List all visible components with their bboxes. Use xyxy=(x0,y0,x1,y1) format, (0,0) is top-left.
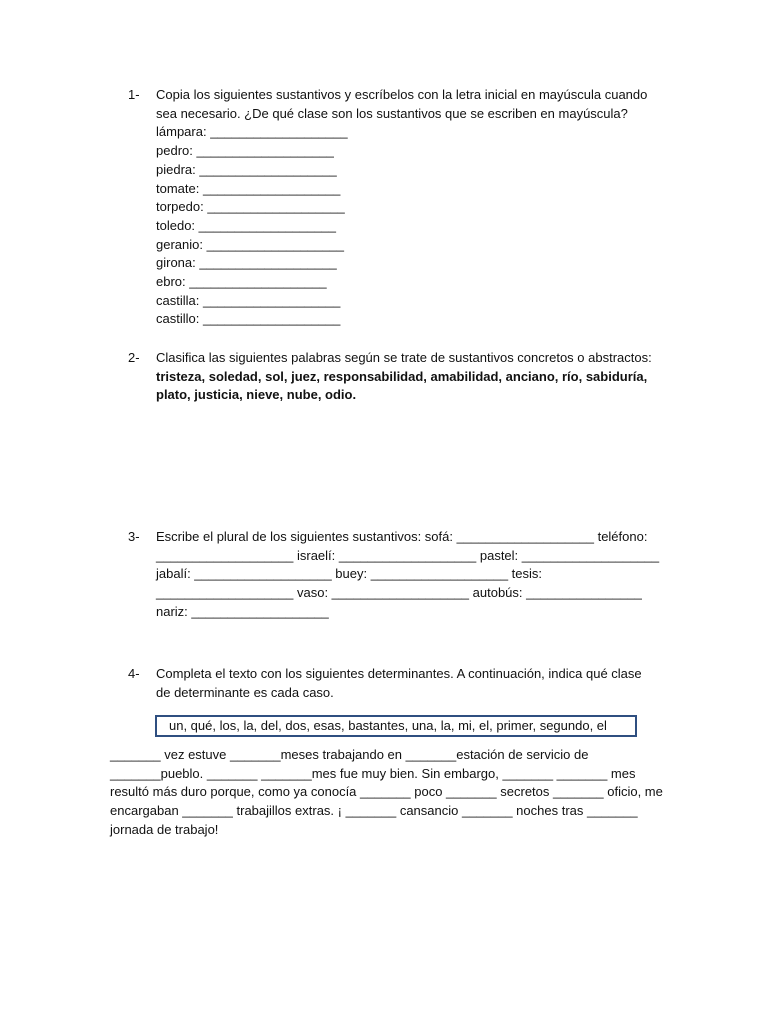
answer-line-piedra: piedra: ___________________ xyxy=(156,161,337,177)
fill-in-line: resultó más duro porque, como ya conocía _______ poco _______ secretos _______ oficio, me xyxy=(110,784,663,800)
answer-line-girona: girona: ___________________ xyxy=(156,255,337,271)
question-2 xyxy=(128,349,652,405)
answer-line-geranio: geranio: ___________________ xyxy=(156,236,344,252)
answer-line-tomate: tomate: ___________________ xyxy=(156,180,341,196)
plural-line: nariz: ___________________ xyxy=(156,603,329,619)
question-4 xyxy=(128,665,648,702)
answer-line-ebro: ebro: ___________________ xyxy=(156,274,327,290)
instruction-line: Copia los siguientes sustantivos y escríbelos con la letra inicial en mayúscula cuando xyxy=(156,87,648,102)
determinants-box: un, qué, los, la, del, dos, esas, bastantes, una, la, mi, el, primer, segundo, el xyxy=(155,715,637,737)
question-number: 2- xyxy=(128,350,140,365)
question-number: 3- xyxy=(128,529,140,544)
question-1 xyxy=(128,86,648,329)
answer-line-lampara: lámpara: ___________________ xyxy=(156,124,348,140)
answer-line-torpedo: torpedo: ___________________ xyxy=(156,199,345,215)
fill-in-line: _______pueblo. _______ _______mes fue muy bien. Sin embargo, _______ _______ mes xyxy=(110,765,636,781)
plural-line: jabalí: ___________________ buey: ___________________ tesis: xyxy=(156,566,543,582)
instruction-line: sea necesario. ¿De qué clase son los sustantivos que se escriben en mayúscula? xyxy=(156,105,628,121)
question-3 xyxy=(128,528,660,622)
plural-line: ___________________ vaso: ___________________ autobús: ________________ xyxy=(156,585,642,601)
fill-in-line: encargaban _______ trabajillos extras. ¡ _______ cansancio _______ noches tras _______ xyxy=(110,803,638,819)
fill-in-text xyxy=(110,746,670,840)
fill-in-line: _______ vez estuve _______meses trabajando en _______estación de servicio de xyxy=(110,747,589,762)
instruction-line: Clasifica las siguientes palabras según se trate de sustantivos concretos o abstractos: xyxy=(156,350,652,365)
answer-line-pedro: pedro: ___________________ xyxy=(156,143,334,159)
word-list-line: tristeza, soledad, sol, juez, responsabilidad, amabilidad, anciano, río, sabiduría, xyxy=(156,368,648,384)
instruction-line: de determinante es cada caso. xyxy=(156,684,334,700)
answer-line-toledo: toledo: ___________________ xyxy=(156,217,337,233)
answer-line-castilla: castilla: ___________________ xyxy=(156,292,341,308)
question-number: 4- xyxy=(128,666,140,681)
plural-line: Escribe el plural de los siguientes sustantivos: sofá: ___________________ teléfono: xyxy=(156,529,648,544)
fill-in-line: jornada de trabajo! xyxy=(110,821,219,837)
instruction-line: Completa el texto con los siguientes determinantes. A continuación, indica qué clase xyxy=(156,666,642,681)
question-number: 1- xyxy=(128,87,140,102)
word-list-line: plato, justicia, nieve, nube, odio. xyxy=(156,387,357,403)
plural-line: ___________________ israelí: ___________________ pastel: ___________________ xyxy=(156,547,660,563)
answer-line-castillo: castillo: ___________________ xyxy=(156,311,341,327)
